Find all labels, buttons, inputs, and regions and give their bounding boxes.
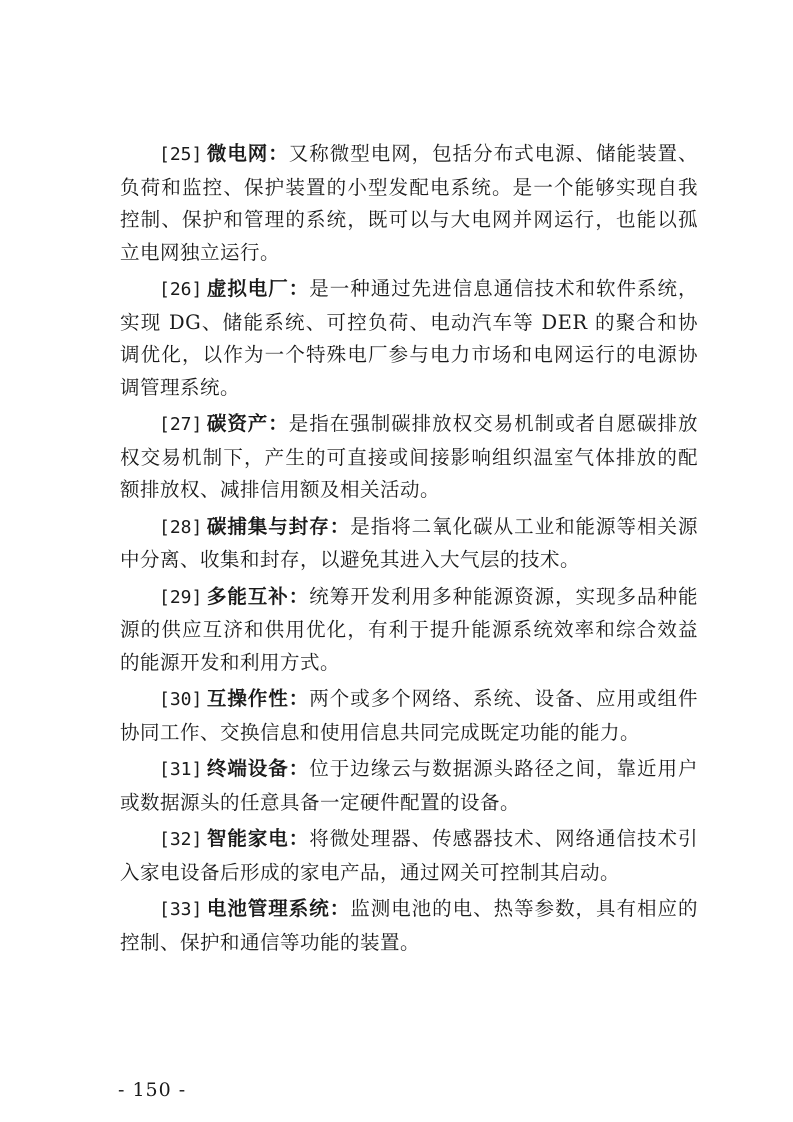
entry-definition: 两个或多个网络、系统、设备、应用或组件协同工作、交换信息和使用信息共同完成既定功能的能力。 bbox=[120, 687, 698, 744]
glossary-entry-32 bbox=[120, 823, 698, 889]
entry-definition: 是指在强制碳排放权交易机制或者自愿碳排放权交易机制下，产生的可直接或间接影响组织温室气体排放的配额排放权、减排信用额及相关活动。 bbox=[120, 412, 698, 501]
entry-number: [25] bbox=[159, 144, 203, 165]
entry-number: [26] bbox=[159, 279, 203, 300]
entry-number: [32] bbox=[159, 829, 203, 850]
entry-number: [29] bbox=[159, 586, 203, 608]
glossary-entry-27 bbox=[120, 408, 698, 507]
entry-definition: 统筹开发利用多种能源资源，实现多品种能源的供应互济和供用优化，有利于提升能源系统效率和综合效益的能源开发和利用方式。 bbox=[120, 584, 698, 674]
entry-definition: 位于边缘云与数据源头路径之间，靠近用户或数据源头的任意具备一定硬件配置的设备。 bbox=[120, 757, 698, 814]
glossary-entry-30 bbox=[120, 683, 698, 749]
entry-term: 电池管理系统： bbox=[206, 897, 351, 920]
entry-term: 多能互补： bbox=[206, 584, 310, 608]
entry-term: 虚拟电厂： bbox=[206, 277, 310, 300]
entry-number: [28] bbox=[159, 516, 203, 538]
entry-definition: 是指将二氧化碳从工业和能源等相关源中分离、收集和封存，以避免其进入大气层的技术。 bbox=[120, 514, 698, 571]
entry-term: 互操作性： bbox=[206, 687, 310, 710]
entry-number: [27] bbox=[159, 414, 203, 435]
glossary-entry-25 bbox=[120, 138, 698, 269]
glossary-entry-31 bbox=[120, 753, 698, 819]
entry-term: 碳资产： bbox=[206, 412, 289, 435]
entry-term: 智能家电： bbox=[206, 827, 310, 850]
glossary-entry-26 bbox=[120, 273, 698, 404]
entry-term: 终端设备： bbox=[206, 757, 310, 780]
page-number: - 150 - bbox=[118, 1079, 187, 1101]
entry-definition: 是一种通过先进信息通信技术和软件系统，实现 DG、储能系统、可控负荷、电动汽车等 DER 的聚合和协调优化，以作为一个特殊电厂参与电力市场和电网运行的电源协调管理系统。 bbox=[120, 277, 698, 399]
entry-definition: 又称微型电网，包括分布式电源、储能装置、负荷和监控、保护装置的小型发配电系统。是一个能够实现自我控制、保护和管理的系统，既可以与大电网并网运行，也能以孤立电网独立运行。 bbox=[120, 142, 698, 264]
glossary-entry-29 bbox=[120, 581, 698, 680]
entry-number: [30] bbox=[159, 689, 203, 710]
entry-number: [31] bbox=[159, 759, 203, 780]
glossary-entry-33 bbox=[120, 893, 698, 959]
glossary-body bbox=[120, 138, 698, 963]
entry-term: 微电网： bbox=[206, 142, 289, 165]
glossary-entry-28 bbox=[120, 511, 698, 577]
entry-definition: 监测电池的电、热等参数，具有相应的控制、保护和通信等功能的装置。 bbox=[120, 897, 698, 954]
entry-definition: 将微处理器、传感器技术、网络通信技术引入家电设备后形成的家电产品，通过网关可控制其启动。 bbox=[120, 827, 698, 884]
entry-term: 碳捕集与封存： bbox=[206, 514, 351, 538]
entry-number: [33] bbox=[159, 899, 203, 920]
